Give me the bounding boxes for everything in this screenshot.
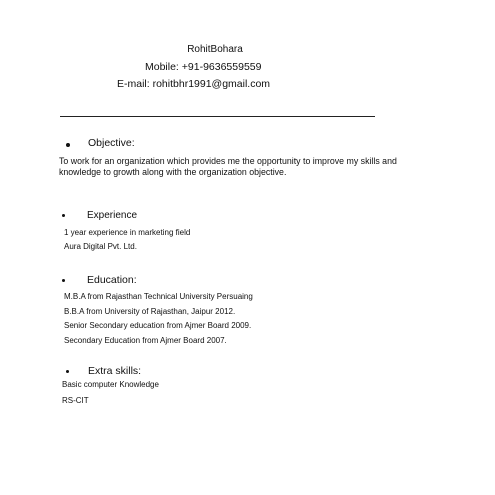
education-item: Senior Secondary education from Ajmer Board 2009. (64, 321, 252, 330)
education-item: M.B.A from Rajasthan Technical University Persuaing (64, 292, 253, 301)
bullet-icon (66, 370, 69, 373)
bullet-icon (62, 279, 65, 282)
objective-text: To work for an organization which provides me the opportunity to improve my skills and knowledge to growth along with the organization objective. (59, 156, 397, 177)
candidate-name: RohitBohara (187, 44, 243, 55)
email-address: E-mail: rohitbhr1991@gmail.com (117, 78, 271, 90)
skill-item: Basic computer Knowledge (62, 380, 159, 389)
education-heading: Education: (87, 274, 137, 286)
bullet-icon (62, 214, 65, 217)
mobile-number: Mobile: +91-9636559559 (145, 61, 262, 73)
education-item: B.B.A from University of Rajasthan, Jaipur 2012. (64, 307, 236, 316)
experience-item: 1 year experience in marketing field (64, 228, 191, 237)
skill-item: RS-CIT (62, 396, 89, 405)
objective-heading: Objective: (88, 137, 135, 149)
education-item: Secondary Education from Ajmer Board 2007. (64, 336, 227, 345)
experience-item: Aura Digital Pvt. Ltd. (64, 242, 137, 251)
extra-skills-heading: Extra skills: (88, 365, 142, 377)
bullet-icon (66, 143, 70, 147)
header-divider (60, 116, 375, 117)
experience-heading: Experience (87, 210, 138, 221)
